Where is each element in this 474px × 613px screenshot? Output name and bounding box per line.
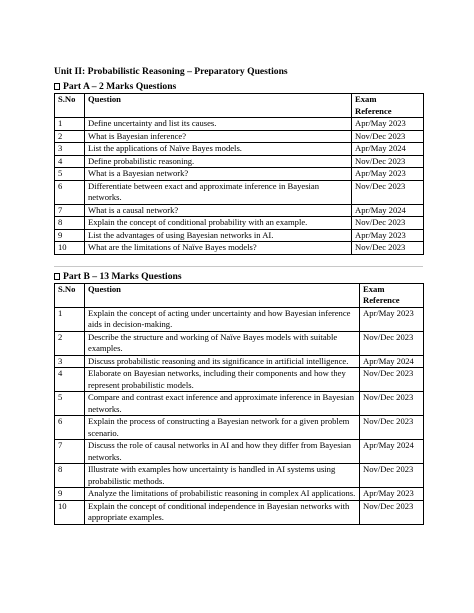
header-ref-line2: Reference	[363, 295, 400, 305]
cell-sno: 6	[55, 416, 85, 440]
table-row	[55, 416, 424, 440]
header-ref-line2: Reference	[355, 105, 392, 116]
cell-exam-reference: Apr/May 2023	[360, 307, 424, 331]
cell-exam-reference: Nov/Dec 2023	[360, 368, 424, 392]
cell-exam-reference: Apr/May 2023	[352, 118, 424, 131]
table-row	[55, 368, 424, 392]
cell-sno: 8	[55, 464, 85, 488]
cell-question: Elaborate on Bayesian networks, including their components and how they represent probabilistic models.	[85, 368, 360, 392]
cell-exam-reference: Nov/Dec 2023	[352, 180, 424, 204]
cell-sno: 9	[55, 229, 85, 242]
cell-question: What is a Bayesian network?	[85, 168, 352, 181]
header-exam-reference	[352, 94, 424, 118]
table-row	[55, 168, 424, 181]
cell-question: Differentiate between exact and approximate inference in Bayesian networks.	[85, 180, 352, 204]
cell-sno: 7	[55, 204, 85, 217]
part-a-heading-text: Part A – 2 Marks Questions	[63, 81, 177, 92]
table-header-row	[55, 94, 424, 118]
cell-sno: 7	[55, 440, 85, 464]
cell-sno: 10	[55, 242, 85, 255]
cell-sno: 6	[55, 180, 85, 204]
cell-exam-reference: Nov/Dec 2023	[360, 416, 424, 440]
cell-sno: 2	[55, 331, 85, 355]
cell-sno: 1	[55, 307, 85, 331]
cell-exam-reference: Apr/May 2023	[352, 168, 424, 181]
cell-sno: 2	[55, 130, 85, 143]
cell-exam-reference: Nov/Dec 2023	[360, 464, 424, 488]
header-exam-reference	[360, 283, 424, 307]
header-ref-line1: Exam	[363, 283, 385, 294]
cell-question: Define probabilistic reasoning.	[85, 155, 352, 168]
cell-question: Describe the structure and working of Naïve Bayes models with suitable examples.	[85, 331, 360, 355]
table-row	[55, 217, 424, 230]
part-b-heading	[54, 271, 423, 283]
table-row	[55, 307, 424, 331]
cell-question: What are the limitations of Naïve Bayes models?	[85, 242, 352, 255]
cell-question: Explain the concept of acting under uncertainty and how Bayesian inference aids in decision-making.	[85, 307, 360, 331]
cell-exam-reference: Nov/Dec 2023	[360, 500, 424, 524]
header-sno: S.No	[55, 283, 85, 307]
table-row	[55, 130, 424, 143]
cell-exam-reference: Nov/Dec 2023	[352, 130, 424, 143]
cell-question: List the applications of Naïve Bayes models.	[85, 143, 352, 156]
cell-sno: 3	[55, 355, 85, 368]
table-row	[55, 500, 424, 524]
cell-question: Analyze the limitations of probabilistic reasoning in complex AI applications.	[85, 488, 360, 501]
cell-sno: 3	[55, 143, 85, 156]
cell-question: Explain the concept of conditional independence in Bayesian networks with appropriate examples.	[85, 500, 360, 524]
cell-question: Explain the process of constructing a Bayesian network for a given problem scenario.	[85, 416, 360, 440]
table-row	[55, 118, 424, 131]
part-a-heading	[54, 81, 423, 93]
part-b-heading-text: Part B – 13 Marks Questions	[63, 270, 182, 282]
cell-question: What is Bayesian inference?	[85, 130, 352, 143]
part-a-body	[55, 118, 424, 255]
table-row	[55, 355, 424, 368]
cell-exam-reference: Apr/May 2023	[352, 229, 424, 242]
header-question: Question	[85, 94, 352, 118]
cell-exam-reference: Nov/Dec 2023	[352, 217, 424, 230]
cell-sno: 8	[55, 217, 85, 230]
table-row	[55, 242, 424, 255]
table-row	[55, 143, 424, 156]
cell-exam-reference: Apr/May 2024	[352, 143, 424, 156]
section-divider	[54, 266, 423, 267]
cell-exam-reference: Nov/Dec 2023	[360, 331, 424, 355]
cell-sno: 5	[55, 168, 85, 181]
cell-question: Discuss the role of causal networks in AI and how they differ from Bayesian networks.	[85, 440, 360, 464]
cell-exam-reference: Apr/May 2024	[360, 355, 424, 368]
checkbox-glyph-icon	[54, 273, 60, 280]
cell-question: Explain the concept of conditional probability with an example.	[85, 217, 352, 230]
cell-exam-reference: Nov/Dec 2023	[360, 392, 424, 416]
cell-exam-reference: Apr/May 2024	[360, 440, 424, 464]
cell-sno: 10	[55, 500, 85, 524]
cell-question: Discuss probabilistic reasoning and its significance in artificial intelligence.	[85, 355, 360, 368]
header-sno: S.No	[55, 94, 85, 118]
table-row	[55, 204, 424, 217]
part-b-body	[55, 307, 424, 524]
cell-question: Illustrate with examples how uncertainty is handled in AI systems using probabilistic methods.	[85, 464, 360, 488]
cell-exam-reference: Nov/Dec 2023	[352, 242, 424, 255]
header-question: Question	[85, 283, 360, 307]
cell-question: Compare and contrast exact inference and approximate inference in Bayesian networks.	[85, 392, 360, 416]
table-row	[55, 180, 424, 204]
header-ref-line1: Exam	[355, 94, 377, 104]
table-row	[55, 488, 424, 501]
cell-exam-reference: Apr/May 2024	[352, 204, 424, 217]
table-row	[55, 392, 424, 416]
table-row	[55, 229, 424, 242]
table-row	[55, 464, 424, 488]
cell-question: Define uncertainty and list its causes.	[85, 118, 352, 131]
cell-sno: 4	[55, 368, 85, 392]
table-row	[55, 155, 424, 168]
checkbox-glyph-icon	[54, 83, 60, 90]
cell-sno: 5	[55, 392, 85, 416]
table-header-row	[55, 283, 424, 307]
document-title: Unit II: Probabilistic Reasoning – Preparatory Questions	[54, 66, 288, 77]
part-b-table	[54, 283, 424, 525]
table-row	[55, 331, 424, 355]
part-a-table	[54, 93, 424, 255]
cell-question: List the advantages of using Bayesian networks in AI.	[85, 229, 352, 242]
table-row	[55, 440, 424, 464]
cell-sno: 4	[55, 155, 85, 168]
cell-exam-reference: Apr/May 2023	[360, 488, 424, 501]
cell-question: What is a causal network?	[85, 204, 352, 217]
document-page	[54, 66, 423, 525]
cell-sno: 9	[55, 488, 85, 501]
cell-exam-reference: Nov/Dec 2023	[352, 155, 424, 168]
cell-sno: 1	[55, 118, 85, 131]
